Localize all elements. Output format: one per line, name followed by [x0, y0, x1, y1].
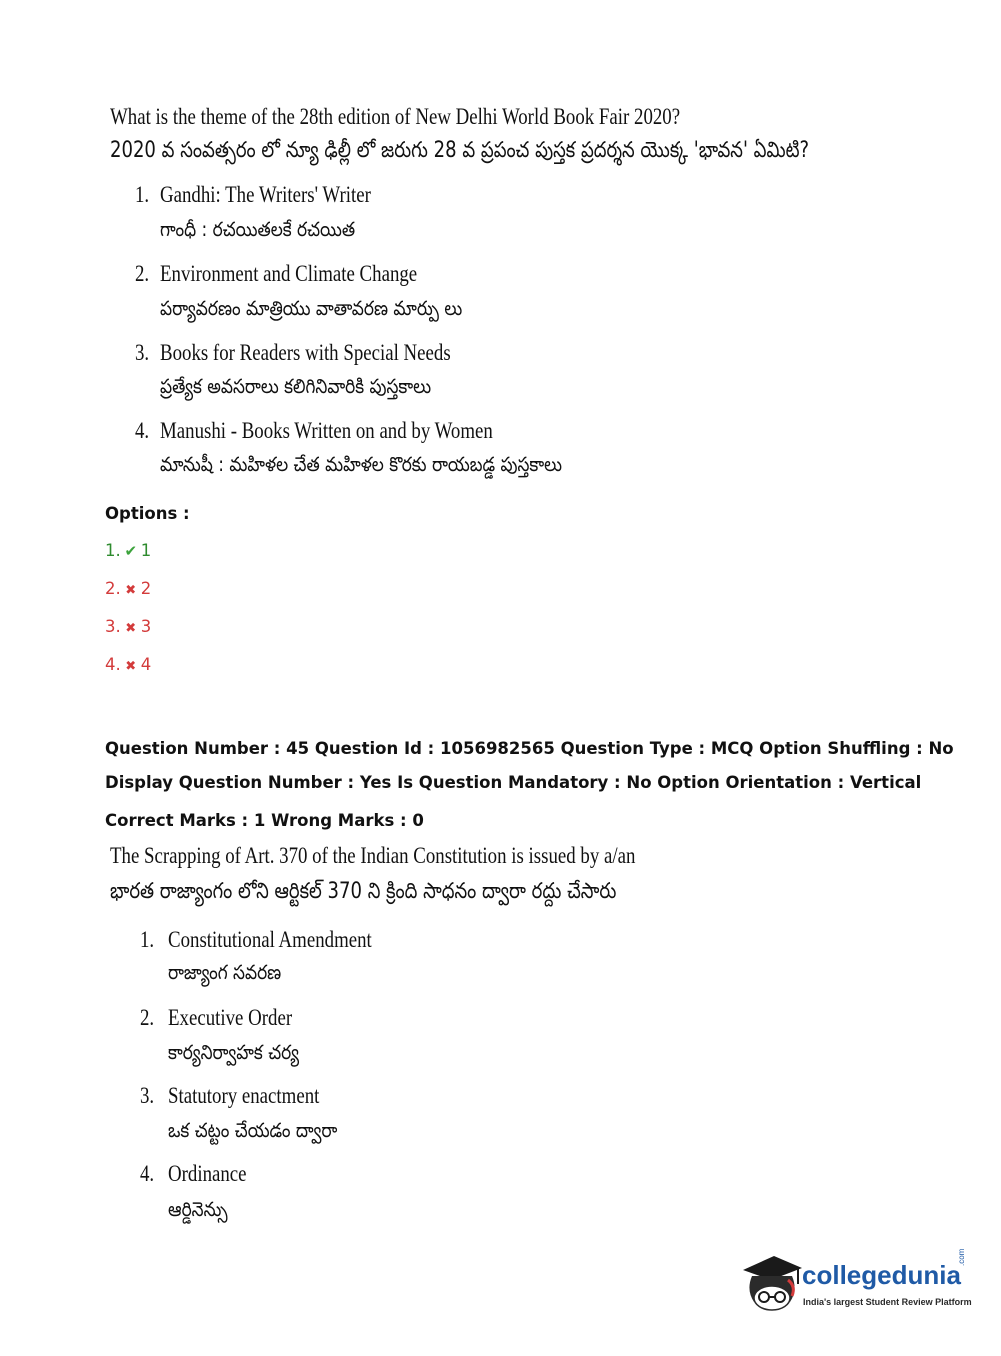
brand-name: collegedunia [802, 1260, 961, 1290]
cross-icon: ✖ [125, 583, 137, 598]
choice-text-en: Constitutional Amendment [168, 927, 372, 952]
answer-option [105, 617, 151, 636]
question-meta-line: Correct Marks : 1 Wrong Marks : 0 [105, 811, 424, 830]
answer-option [105, 541, 151, 560]
choice-text-en: Manushi - Books Written on and by Women [160, 418, 493, 443]
choice-number: 3. [135, 340, 150, 365]
answer-option-number: 3. [105, 617, 121, 636]
choice-text-te: ఒక చట్టం చేయడం ద్వారా [168, 1118, 338, 1142]
answer-option-number: 4. [105, 655, 121, 674]
choice-text-te: రాజ్యాంగ సవరణ [168, 960, 282, 984]
choice-number: 1. [140, 927, 155, 952]
choice-number: 2. [135, 261, 150, 286]
choice-text-te: మానుషీ : మహిళల చేత మహిళల కొరకు రాయబడ్డ పుస్తకాలు [160, 452, 563, 476]
choice-text-te: ఆర్డినెన్సు [168, 1197, 228, 1221]
choice-number: 2. [140, 1005, 155, 1030]
answer-option [105, 579, 151, 598]
options-label: Options : [105, 504, 190, 523]
choice-text-en: Books for Readers with Special Needs [160, 340, 451, 365]
choice-number: 4. [135, 418, 150, 443]
brand-tagline: India's largest Student Review Platform [803, 1297, 972, 1307]
answer-option-value: 1 [140, 541, 152, 560]
question-text-en: What is the theme of the 28th edition of New Delhi World Book Fair 2020? [110, 104, 681, 129]
question-meta-line: Question Number : 45 Question Id : 1056982565 Question Type : MCQ Option Shuffling : No [105, 739, 954, 758]
choice-text-en: Gandhi: The Writers' Writer [160, 182, 371, 207]
answer-option-number: 2. [105, 579, 121, 598]
answer-option-value: 2 [140, 579, 152, 598]
choice-number: 4. [140, 1161, 155, 1186]
choice-number: 3. [140, 1083, 155, 1108]
choice-text-en: Environment and Climate Change [160, 261, 418, 286]
question-text-te: 2020 వ సంవత్సరం లో న్యూ ఢిల్లీ లో జరుగు 28 వ ప్రపంచ పుస్తక ప్రదర్శన యొక్క 'భావన' ఏమిటి? [110, 138, 810, 163]
choice-text-en: Ordinance [168, 1161, 247, 1186]
answer-option-number: 1. [105, 541, 121, 560]
choice-text-te: పర్యావరణం మాత్రియు వాతావరణ మార్పు లు [160, 296, 463, 320]
choice-text-en: Statutory enactment [168, 1083, 320, 1108]
answer-option [105, 655, 151, 674]
question-meta-line: Display Question Number : Yes Is Question Mandatory : No Option Orientation : Vertical [105, 773, 922, 792]
cross-icon: ✖ [125, 659, 137, 674]
choice-text-te: కార్యనిర్వాహక చర్య [168, 1040, 300, 1064]
choice-text-te: ప్రత్యేక అవసరాలు కలిగినివారికి పుస్తకాలు [160, 374, 432, 398]
check-icon: ✔ [124, 542, 138, 560]
choice-text-en: Executive Order [168, 1005, 293, 1030]
question-text-te: భారత రాజ్యాంగం లోని ఆర్టికల్ 370 ని క్రింది సాధనం ద్వారా రద్దు చేసారు [110, 879, 617, 904]
cross-icon: ✖ [125, 621, 137, 636]
choice-text-te: గాంధీ : రచయితలకే రచయిత [160, 217, 356, 241]
answer-option-value: 3 [140, 617, 152, 636]
brand-domain: .com [957, 1248, 966, 1266]
question-text-en: The Scrapping of Art. 370 of the Indian Constitution is issued by a/an [110, 843, 636, 868]
choice-number: 1. [135, 182, 150, 207]
answer-option-value: 4 [140, 655, 152, 674]
